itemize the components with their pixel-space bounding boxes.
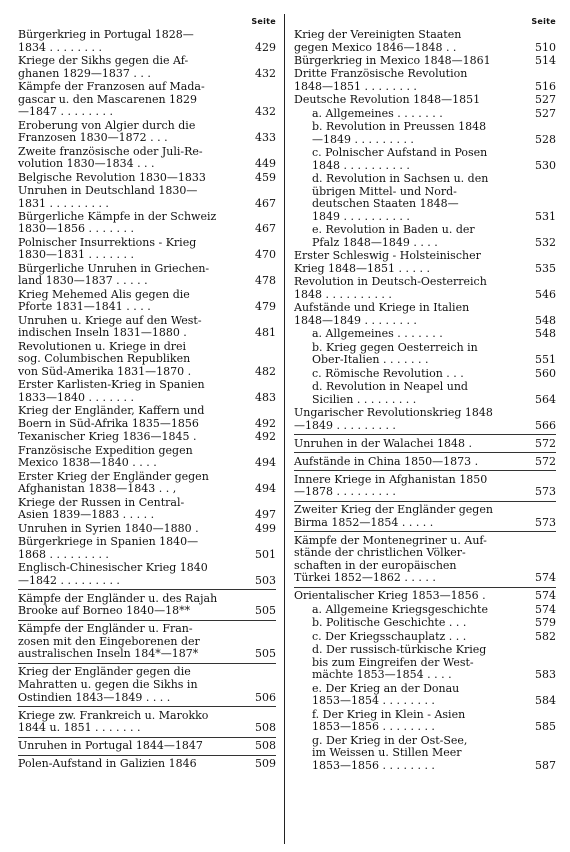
entry-title: Deutsche Revolution 1848—1851 [294,93,481,107]
toc-subentry [294,604,556,617]
entry-title: Polen-Aufstand in Galizien 1846 [18,757,197,771]
entry-title: Kämpfe der Engländer u. Fran- zosen mit den Eingeborenen der australischen Inseln 184*—187* [18,622,200,661]
toc-entry [18,445,276,470]
toc-entry [18,536,276,561]
seite-header-left: Seite [251,17,276,26]
toc-subentry [294,735,556,773]
entry-title: Ungarischer Revolutionskrieg 1848 —1849 . . . . . . . . . [294,405,493,432]
toc-entry [18,211,276,236]
entry-title: Bürgerkriege in Spanien 1840— 1868 . . . . . . . . . [18,535,199,561]
column-divider [284,14,285,844]
entry-page-number: 478 [255,274,276,288]
toc-subentry [294,121,556,146]
entry-page-number: 587 [535,758,556,772]
entry-page-number: 497 [255,508,276,522]
toc-entry [294,250,556,275]
toc-entry [18,185,276,210]
toc-entry [18,663,276,704]
entry-title: Kriege zw. Frankreich u. Marokko 1844 u. 1851 . . . . . . . [18,708,209,735]
toc-subentry [294,644,556,682]
toc-entry [18,620,276,661]
entry-page-number: 509 [255,757,276,771]
entry-page-number: 449 [255,157,276,171]
entry-page-number: 429 [255,40,276,54]
entry-title: Unruhen in Syrien 1840—1880 . [18,521,199,535]
entry-page-number: 574 [535,589,556,603]
toc-subentry [294,617,556,630]
entry-title: d. Revolution in Neapel und Sicilien . . . . . . . . . [312,379,468,406]
entry-title: g. Der Krieg in der Ost-See, im Weissen u. Stillen Meer 1853—1856 . . . . . . . . [312,733,468,772]
toc-entry [294,29,556,54]
entry-page-number: 573 [535,485,556,499]
toc-entry [294,434,556,450]
entry-page-number: 492 [255,430,276,444]
entry-title: Bürgerliche Kämpfe in der Schweiz 1830—1856 . . . . . . . [18,209,217,236]
entry-page-number: 527 [535,93,556,107]
entry-page-number: 492 [255,416,276,430]
toc-entry [294,302,556,327]
entry-page-number: 505 [255,604,276,618]
entry-page-number: 482 [255,365,276,378]
toc-entry [294,470,556,499]
toc-entry [18,755,276,771]
toc-subentry [294,631,556,644]
entry-page-number: 584 [535,694,556,708]
entry-title: Zweiter Krieg der Engländer gegen Birma 1852—1854 . . . . . [294,503,493,529]
entry-title: Krieg der Vereinigten Staaten gegen Mexico 1846—1848 . . [294,28,462,54]
entry-title: Erster Krieg der Engländer gegen Afghanistan 1838—1843 . . , [18,469,209,496]
entry-page-number: 433 [255,131,276,145]
entry-title: Polnischer Insurrektions - Krieg 1830—1831 . . . . . . . [18,235,197,262]
entry-title: Bürgerkrieg in Portugal 1828— 1834 . . . . . . . . [18,28,194,54]
entry-page-number: 548 [535,327,556,341]
entry-title: Revolutionen u. Kriege in drei sog. Columbischen Republiken von Süd-Amerika 1831—1870 . [18,339,192,378]
entry-page-number: 508 [255,721,276,735]
entry-title: d. Revolution in Sachsen u. den übrigen Mittel- und Nord- deutschen Staaten 1848— 1849 . . . . . . . . . . [312,172,489,223]
toc-entry [18,55,276,80]
toc-entry [18,737,276,753]
toc-entry [18,29,276,54]
left-column [18,14,276,844]
entry-page-number: 508 [255,739,276,753]
entry-page-number: 505 [255,647,276,661]
entry-page-number: 527 [535,106,556,120]
entry-title: c. Römische Revolution . . . [312,366,464,380]
entry-page-number: 551 [535,353,556,367]
entry-page-number: 564 [535,392,556,406]
entry-page-number: 483 [255,390,276,404]
entry-page-number: 432 [255,105,276,119]
toc-entry [18,431,276,444]
toc-entry [18,589,276,618]
entry-title: Krieg der Engländer gegen die Mahratten u. gegen die Sikhs in Ostindien 1843—1849 . . . . [18,665,198,704]
toc-entry [18,289,276,314]
entry-page-number: 574 [535,571,556,585]
toc-subentry [294,147,556,172]
entry-title: Kämpfe der Franzosen auf Mada- gascar u. den Mascarenen 1829 —1847 . . . . . . . . [18,79,205,119]
toc-entry [18,471,276,496]
entry-page-number: 572 [535,454,556,468]
entry-title: b. Revolution in Preussen 1848 —1849 . . . . . . . . . [312,120,487,146]
toc-subentry [294,224,556,249]
entry-page-number: 501 [255,547,276,561]
entry-page-number: 467 [255,222,276,236]
toc-subentry [294,368,556,381]
entry-title: Französische Expedition gegen Mexico 1838—1840 . . . . [18,443,193,470]
entry-page-number: 585 [535,720,556,734]
entry-title: Orientalischer Krieg 1853—1856 . [294,589,486,603]
entry-page-number: 579 [535,616,556,630]
toc-entry [18,341,276,379]
entry-page-number: 531 [535,209,556,223]
entry-title: Unruhen in Deutschland 1830— 1831 . . . . . . . . . [18,183,198,210]
entry-title: Eroberung von Algier durch die Franzosen 1830—1872 . . . [18,118,196,145]
entry-title: Revolution in Deutsch-Oesterreich 1848 . . . . . . . . . . [294,275,487,301]
entry-title: Zweite französische oder Juli-Re- volution 1830—1834 . . . [18,144,203,171]
entry-title: Kämpfe der Engländer u. des Rajah Brooke auf Borneo 1840—18** [18,591,218,618]
entry-page-number: 546 [535,287,556,301]
entry-title: Krieg Mehemed Alis gegen die Pforte 1831—1841 . . . . [18,287,190,314]
entry-page-number: 532 [535,235,556,249]
entry-page-number: 503 [255,573,276,587]
entry-title: Kämpfe der Montenegriner u. Auf- stände der christlichen Völker- schaften in der europäischen Türkei 1852—1862 . . . . . [294,533,487,585]
entry-page-number: 583 [535,668,556,682]
entry-page-number: 494 [255,482,276,496]
entry-page-number: 528 [535,132,556,146]
seite-header-right: Seite [531,17,556,26]
entry-title: f. Der Krieg in Klein - Asien 1853—1856 . . . . . . . . [312,707,466,734]
toc-entry [294,587,556,603]
entry-title: Erster Schleswig - Holsteinischer Krieg 1848—1851 . . . . . [294,249,481,275]
toc-entry [18,523,276,536]
entry-page-number: 573 [535,515,556,529]
entry-title: d. Der russisch-türkische Krieg bis zum Eingreifen der West- mächte 1853—1854 . . . . [312,643,487,682]
entry-title: Bürgerkrieg in Mexico 1848—1861 [294,53,491,67]
entry-page-number: 432 [255,66,276,80]
entry-title: Kriege der Russen in Central- Asien 1839—1883 . . . . . [18,495,185,522]
entry-page-number: 560 [535,366,556,380]
entry-title: a. Allgemeines . . . . . . . [312,327,443,341]
entry-page-number: 494 [255,456,276,470]
toc-entry [18,146,276,171]
entry-page-number: 548 [535,313,556,327]
toc-entry [18,81,276,119]
entry-page-number: 582 [535,629,556,643]
entry-title: c. Polnischer Aufstand in Posen 1848 . . . . . . . . . . [312,146,488,172]
entry-title: Krieg der Engländer, Kaffern und Boern in Süd-Afrika 1835—1856 [18,404,205,430]
entry-title: Kriege der Sikhs gegen die Af- ghanen 1829—1837 . . . [18,53,189,80]
entry-title: c. Der Kriegsschauplatz . . . [312,629,467,643]
toc-entry [294,94,556,107]
entry-title: b. Krieg gegen Oesterreich in Ober-Italien . . . . . . . [312,340,478,367]
toc-entry [18,120,276,145]
toc-subentry [294,683,556,708]
toc-entry [294,276,556,301]
entry-page-number: 506 [255,690,276,704]
toc-entry [18,379,276,404]
toc-entry [294,55,556,68]
toc-entry [18,497,276,522]
entry-page-number: 467 [255,196,276,210]
entry-page-number: 572 [535,436,556,450]
entry-title: Englisch-Chinesischer Krieg 1840 —1842 . . . . . . . . . [18,561,208,587]
entry-title: Erster Karlisten-Krieg in Spanien 1833—1840 . . . . . . . [18,378,205,404]
toc-entry [18,263,276,288]
toc-entry [294,501,556,530]
entry-title: b. Politische Geschichte . . . [312,616,467,630]
entry-page-number: 566 [535,418,556,432]
toc-subentry [294,108,556,121]
entry-title: Aufstände und Kriege in Italien 1848—1849 . . . . . . . . [294,301,470,327]
toc-entry [18,172,276,185]
toc-list-right [294,29,556,772]
entry-page-number: 481 [255,326,276,340]
entry-page-number: 530 [535,158,556,172]
toc-entry [18,315,276,340]
entry-page-number: 499 [255,521,276,535]
toc-subentry [294,381,556,406]
toc-subentry [294,709,556,734]
entry-page-number: 514 [535,53,556,67]
entry-title: Unruhen in Portugal 1844—1847 [18,739,203,753]
right-column [294,14,556,844]
entry-page-number: 535 [535,261,556,275]
toc-entry [294,407,556,432]
toc-entry [294,531,556,585]
toc-entry [294,452,556,468]
toc-subentry [294,328,556,341]
entry-page-number: 516 [535,79,556,93]
entry-title: e. Revolution in Baden u. der Pfalz 1848—1849 . . . . [312,223,475,249]
entry-title: Dritte Französische Revolution 1848—1851 . . . . . . . . [294,67,468,93]
toc-entry [18,562,276,587]
entry-title: e. Der Krieg an der Donau 1853—1854 . . . . . . . . [312,681,460,708]
entry-title: Innere Kriege in Afghanistan 1850 —1878 . . . . . . . . . [294,472,488,499]
toc-subentry [294,342,556,367]
entry-page-number: 459 [255,170,276,184]
entry-page-number: 479 [255,300,276,314]
entry-title: Unruhen in der Walachei 1848 . [294,436,473,450]
toc-entry [18,405,276,430]
entry-page-number: 510 [535,40,556,54]
toc-entry [18,237,276,262]
entry-title: a. Allgemeines . . . . . . . [312,106,443,120]
entry-title: Aufstände in China 1850—1873 . [294,454,479,468]
toc-entry [294,68,556,93]
entry-title: Texanischer Krieg 1836—1845 . [18,430,197,444]
entry-title: Bürgerliche Unruhen in Griechen- land 1830—1837 . . . . . [18,261,210,288]
entry-title: a. Allgemeine Kriegsgeschichte [312,602,488,616]
toc-subentry [294,173,556,223]
entry-title: Unruhen u. Kriege auf den West- indischen Inseln 1831—1880 . [18,313,202,340]
entry-page-number: 470 [255,248,276,262]
toc-entry [18,706,276,735]
entry-title: Belgische Revolution 1830—1833 [18,170,206,184]
entry-page-number: 574 [535,602,556,616]
toc-list-left [18,29,276,771]
